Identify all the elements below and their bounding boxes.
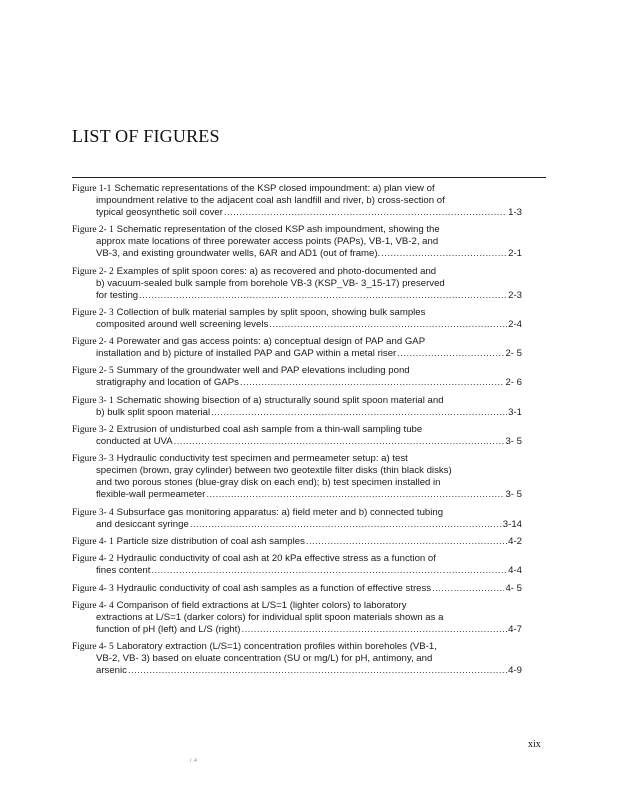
entry-line [72,665,546,677]
figure-caption: Porewater and gas access points: a) conceptual design of PAP and GAP [116,336,426,348]
figure-caption: VB-2, VB- 3) based on eluate concentration (SU or mg/L) for pH, antimony, and [96,653,433,665]
page-reference[interactable]: 3- 5 [505,436,522,448]
page-reference[interactable]: 3- 5 [505,489,522,501]
figure-entry[interactable] [72,365,546,389]
page-reference[interactable]: 1-3 [508,207,522,218]
figure-caption: Schematic showing bisection of a) structurally sound split spoon material and [116,394,444,406]
figure-entry[interactable] [72,453,546,501]
figure-caption: function of pH (left) and L/S (right) [96,623,241,635]
figure-caption: approx mate locations of three porewater access points (PAPs), VB-1, VB-2, and [96,236,439,248]
entry-line [72,365,546,377]
footer-mark: / .4 [190,758,197,764]
entry-line [72,536,546,548]
page-reference[interactable]: 4-9 [508,665,522,677]
figure-label: Figure 4- 4 [72,600,114,611]
figure-entry[interactable] [72,641,546,677]
page-reference[interactable]: 2-3 [508,289,522,301]
figure-label: Figure 2- 3 [72,307,114,318]
entry-line [72,278,546,290]
title-rule [72,177,546,178]
figure-caption: Hydraulic conductivity of coal ash samples as a function of effective stress [116,582,432,594]
entry-line [72,395,546,407]
figure-label: Figure 3- 1 [72,395,114,406]
entry-line [72,336,546,348]
dot-leader [240,377,505,389]
dot-leader [224,207,507,219]
figure-entry[interactable] [72,536,546,548]
figure-label: Figure 2- 4 [72,337,114,348]
figure-caption: extractions at L/S=1 (darker colors) for individual split spoon materials shown as a [96,611,444,623]
figure-entry[interactable] [72,424,546,448]
figure-label: Figure 3- 3 [72,454,114,465]
page-reference[interactable]: 4- 5 [505,582,522,594]
figure-caption: Particle size distribution of coal ash samples [116,535,305,547]
figure-caption: Schematic representation of the closed KSP ash impoundment, showing the [116,224,440,236]
entry-line [72,465,546,477]
figure-caption: and two porous stones (blue-gray disk on each end); b) test specimen installed in [96,477,441,489]
figure-caption: Examples of split spoon cores: a) as recovered and photo-documented and [116,265,437,277]
entry-line [72,507,546,519]
entry-line [72,553,546,565]
page-reference[interactable]: 2-1 [508,248,522,260]
figure-entry[interactable] [72,307,546,331]
figure-caption: fines content [96,565,151,577]
figure-caption: for testing [96,289,139,301]
entry-line [72,224,546,236]
entry-line [72,266,546,278]
entry-line [72,565,546,577]
figure-caption: Laboratory extraction (L/S=1) concentration profiles within boreholes (VB-1, [116,641,437,653]
dot-leader [242,624,508,636]
figure-caption: arsenic [96,665,127,677]
figure-caption: Collection of bulk material samples by split spoon, showing bulk samples [116,306,426,318]
page-reference[interactable]: 2-4 [508,318,522,330]
entry-line [72,641,546,653]
page-reference[interactable]: 3-1 [508,406,522,418]
figure-caption: stratigraphy and location of GAPs [96,377,239,389]
entry-line [72,248,546,260]
figure-caption: Extrusion of undisturbed coal ash sample from a thin-wall sampling tube [116,424,423,436]
entry-line [72,489,546,501]
figure-entry[interactable] [72,266,546,302]
figure-caption: Comparison of field extractions at L/S=1 (lighter colors) to laboratory [116,599,407,611]
page-reference[interactable]: 2- 6 [505,377,522,389]
entry-line [72,348,546,360]
figure-caption: impoundment relative to the adjacent coal ash landfill and river, b) cross-section of [96,195,445,206]
figure-caption: and desiccant syringe [96,518,189,530]
entry-line [72,612,546,624]
entry-line [72,407,546,419]
figure-list [72,183,546,682]
dot-leader [306,536,507,548]
figure-caption: VB-3, and existing groundwater wells, 6AR and AD1 (out of frame). [96,248,381,260]
figure-caption: typical geosynthetic soil cover [96,207,223,218]
page-reference[interactable]: 2- 5 [505,348,522,360]
entry-line [72,519,546,531]
dot-leader [211,407,507,419]
figure-label: Figure 3- 4 [72,507,114,518]
figure-entry[interactable] [72,600,546,636]
dot-leader [381,248,507,260]
figure-entry[interactable] [72,183,546,219]
dot-leader [432,583,504,595]
dot-leader [269,319,507,331]
figure-caption: b) bulk split spoon material [96,406,211,418]
page-reference[interactable]: 4-4 [508,565,522,577]
figure-entry[interactable] [72,583,546,595]
entry-line [72,453,546,465]
figure-label: Figure 1-1 [72,184,112,194]
entry-line [72,183,546,195]
entry-line [72,307,546,319]
page-reference[interactable]: 4-7 [508,623,522,635]
dot-leader [397,348,504,360]
figure-label: Figure 2- 1 [72,225,114,236]
figure-caption: Schematic representations of the KSP closed impoundment: a) plan view of [114,183,435,194]
figure-entry[interactable] [72,224,546,260]
entry-line [72,624,546,636]
figure-caption: b) vacuum-sealed bulk sample from borehole VB-3 (KSP_VB- 3_15-17) preserved [96,277,445,289]
figure-entry[interactable] [72,395,546,419]
page-number: xix [528,739,541,750]
dot-leader [151,565,507,577]
entry-line [72,195,546,207]
dot-leader [139,290,507,302]
entry-line [72,207,546,219]
figure-label: Figure 4- 3 [72,583,114,594]
entry-line [72,424,546,436]
figure-label: Figure 4- 1 [72,536,114,547]
dot-leader [174,436,505,448]
figure-entry[interactable] [72,507,546,531]
page-reference[interactable]: 4-2 [508,535,522,547]
figure-label: Figure 3- 2 [72,425,114,436]
figure-caption: composited around well screening levels [96,318,269,330]
entry-line [72,653,546,665]
figure-entry[interactable] [72,336,546,360]
figure-caption: Hydraulic conductivity test specimen and permeameter setup: a) test [116,453,408,465]
figure-caption: conducted at UVA [96,436,173,448]
entry-line [72,477,546,489]
dot-leader [190,519,502,531]
figure-caption: Hydraulic conductivity of coal ash at 20 kPa effective stress as a function of [116,553,436,565]
entry-line [72,319,546,331]
entry-line [72,236,546,248]
figure-caption: specimen (brown, gray cylinder) between two geotextile filter disks (thin black disks) [96,465,452,477]
entry-line [72,436,546,448]
entry-line [72,290,546,302]
entry-line [72,583,546,595]
dot-leader [206,489,504,501]
entry-line [72,377,546,389]
figure-label: Figure 4- 2 [72,554,114,565]
figure-caption: installation and b) picture of installed PAP and GAP within a metal riser [96,348,397,360]
figure-caption: flexible-wall permeameter [96,489,206,501]
figure-label: Figure 2- 5 [72,366,114,377]
figure-caption: Summary of the groundwater well and PAP elevations including pond [116,365,410,377]
page-reference[interactable]: 3-14 [502,518,522,530]
figure-entry[interactable] [72,553,546,577]
figure-caption: Subsurface gas monitoring apparatus: a) field meter and b) connected tubing [116,506,444,518]
page-title: LIST OF FIGURES [72,126,220,146]
figure-label: Figure 2- 2 [72,266,114,277]
figure-label: Figure 4- 5 [72,642,114,653]
dot-leader [128,665,507,677]
entry-line [72,600,546,612]
